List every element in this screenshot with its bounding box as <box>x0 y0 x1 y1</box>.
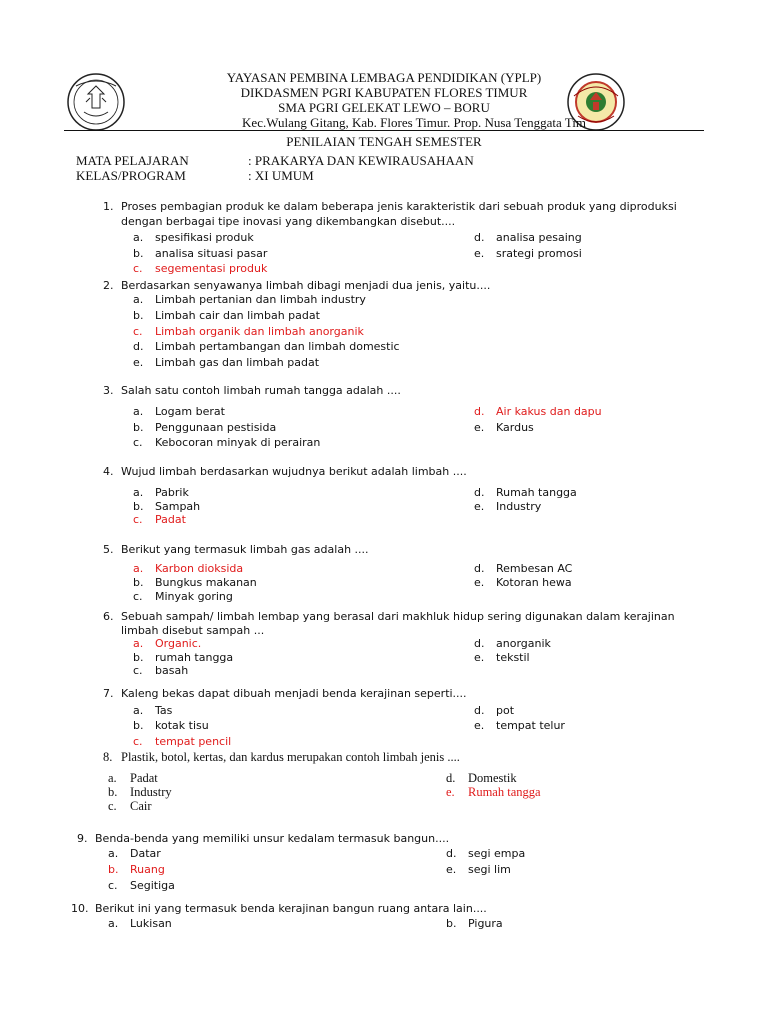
class-value: : XI UMUM <box>248 168 314 183</box>
option-text: segi lim <box>468 863 511 876</box>
header-divider <box>64 130 704 131</box>
option-e <box>474 500 541 513</box>
question-text: Wujud limbah berdasarkan wujudnya berikut adalah limbah .... <box>121 465 467 478</box>
option-text: Rembesan AC <box>496 562 573 575</box>
option-letter: e. <box>474 421 485 434</box>
option-text: Kardus <box>496 421 534 434</box>
option-letter: d. <box>133 340 144 353</box>
subject-value: : PRAKARYA DAN KEWIRAUSAHAAN <box>248 153 474 168</box>
option-b <box>446 917 503 930</box>
option-letter: a. <box>133 231 144 244</box>
option-text: anorganik <box>496 637 551 650</box>
option-letter: b. <box>133 500 144 513</box>
option-letter: a. <box>133 637 144 650</box>
option-text: Logam berat <box>155 405 225 418</box>
option-letter: e. <box>446 863 457 876</box>
option-b <box>133 309 320 322</box>
option-b <box>133 576 257 589</box>
option-letter: d. <box>446 847 457 860</box>
class-label: KELAS/PROGRAM <box>76 168 186 183</box>
option-text: Tas <box>155 704 173 717</box>
option-letter: e. <box>474 500 485 513</box>
option-c-answer <box>133 325 364 338</box>
question-text: Berikut yang termasuk limbah gas adalah .... <box>121 543 369 556</box>
option-letter: b. <box>108 863 119 876</box>
question-number: 10. <box>71 902 89 915</box>
option-a <box>133 293 366 306</box>
option-a <box>133 231 254 244</box>
option-d <box>474 704 514 717</box>
question-number: 2. <box>103 279 114 292</box>
option-text: Datar <box>130 847 161 860</box>
option-a <box>108 771 158 786</box>
option-text: Padat <box>130 771 158 785</box>
option-a <box>133 405 225 418</box>
question-number: 8. <box>103 750 113 764</box>
option-text: Limbah cair dan limbah padat <box>155 309 320 322</box>
question-text: Salah satu contoh limbah rumah tangga adalah .... <box>121 384 401 397</box>
option-c <box>133 664 188 677</box>
question-number: 7. <box>103 687 114 700</box>
option-text: tempat telur <box>496 719 565 732</box>
option-c <box>133 590 233 603</box>
option-text: Cair <box>130 799 152 813</box>
option-text: Organic. <box>155 637 202 650</box>
option-letter: e. <box>446 785 455 799</box>
school-name: SMA PGRI GELEKAT LEWO – BORU <box>278 100 490 115</box>
option-letter: a. <box>133 293 144 306</box>
option-letter: b. <box>133 421 144 434</box>
option-text: Limbah pertanian dan limbah industry <box>155 293 366 306</box>
question-text: Berdasarkan senyawanya limbah dibagi menjadi dua jenis, yaitu.... <box>121 279 491 292</box>
option-letter: d. <box>474 405 485 418</box>
option-text: Domestik <box>468 771 517 785</box>
option-letter: c. <box>108 879 118 892</box>
option-a <box>108 917 172 930</box>
option-text: Karbon dioksida <box>155 562 244 575</box>
option-letter: b. <box>133 309 144 322</box>
option-d <box>474 637 551 650</box>
option-text: Limbah organik dan limbah anorganik <box>155 325 364 338</box>
option-text: Padat <box>155 513 186 526</box>
option-b <box>133 500 200 513</box>
option-letter: e. <box>133 356 144 369</box>
option-a <box>133 486 189 499</box>
option-text: Industry <box>130 785 172 799</box>
option-letter: c. <box>133 262 143 275</box>
option-text: Ruang <box>130 863 165 876</box>
option-text: Kebocoran minyak di perairan <box>155 436 321 449</box>
option-text: Limbah gas dan limbah padat <box>155 356 320 369</box>
option-c <box>108 799 152 814</box>
option-letter: c. <box>133 735 143 748</box>
option-letter: d. <box>474 231 485 244</box>
option-letter: d. <box>474 562 485 575</box>
option-a <box>133 704 172 717</box>
option-letter: a. <box>133 486 144 499</box>
option-letter: a. <box>133 704 144 717</box>
question-number: 9. <box>77 832 88 845</box>
option-letter: c. <box>133 664 143 677</box>
option-d <box>474 231 582 244</box>
option-text: Limbah pertambangan dan limbah domestic <box>155 340 400 353</box>
option-e <box>474 247 582 260</box>
option-text: Bungkus makanan <box>155 576 257 589</box>
exam-title: PENILAIAN TENGAH SEMESTER <box>286 134 482 149</box>
option-b <box>133 247 267 260</box>
option-b-answer <box>108 863 165 876</box>
foundation-name: YAYASAN PEMBINA LEMBAGA PENDIDIKAN (YPLP) <box>226 70 542 85</box>
option-text: Minyak goring <box>155 590 233 603</box>
option-text: Rumah tangga <box>468 785 541 799</box>
question-text: Sebuah sampah/ limbah lembap yang berasal dari makhluk hidup sering digunakan dalam kerajinan <box>121 610 675 623</box>
option-e <box>474 421 534 434</box>
option-letter: a. <box>108 917 119 930</box>
question-text: Berikut ini yang termasuk benda kerajinan bangun ruang antara lain.... <box>95 902 487 915</box>
option-letter: e. <box>474 247 485 260</box>
option-c-answer <box>133 262 267 275</box>
option-text: Air kakus dan dapu <box>496 405 602 418</box>
option-letter: d. <box>474 637 485 650</box>
question-number: 3. <box>103 384 114 397</box>
option-b <box>133 421 276 434</box>
question-number: 1. <box>103 200 114 213</box>
option-letter: c. <box>133 590 143 603</box>
option-e <box>133 356 319 369</box>
option-text: Kotoran hewa <box>496 576 572 589</box>
option-text: Penggunaan pestisida <box>155 421 277 434</box>
option-d <box>474 486 577 499</box>
option-letter: b. <box>446 917 457 930</box>
option-letter: a. <box>108 847 119 860</box>
option-b <box>133 719 209 732</box>
option-letter: c. <box>133 513 143 526</box>
option-text: analisa situasi pasar <box>155 247 268 260</box>
option-a-answer <box>133 637 201 650</box>
option-letter: e. <box>474 576 485 589</box>
option-c <box>133 436 320 449</box>
option-letter: c. <box>133 325 143 338</box>
option-letter: b. <box>133 247 144 260</box>
option-text: srategi promosi <box>496 247 582 260</box>
department-name: DIKDASMEN PGRI KABUPATEN FLORES TIMUR <box>240 85 528 100</box>
option-c-answer <box>133 735 231 748</box>
option-text: spesifikasi produk <box>155 231 254 244</box>
question-number: 6. <box>103 610 114 623</box>
question-text: Benda-benda yang memiliki unsur kedalam termasuk bangun.... <box>95 832 450 845</box>
question-text: Plastik, botol, kertas, dan kardus merupakan contoh limbah jenis .... <box>121 750 460 764</box>
option-b <box>108 785 172 800</box>
question-number: 5. <box>103 543 114 556</box>
option-letter: b. <box>133 719 144 732</box>
option-letter: b. <box>133 576 144 589</box>
option-d-answer <box>474 405 602 418</box>
option-text: Segitiga <box>130 879 175 892</box>
option-letter: a. <box>108 771 117 785</box>
option-text: basah <box>155 664 189 677</box>
option-text: rumah tangga <box>155 651 234 664</box>
option-text: tekstil <box>496 651 530 664</box>
option-letter: e. <box>474 651 485 664</box>
option-letter: b. <box>108 785 118 799</box>
option-text: Pigura <box>468 917 503 930</box>
option-text: tempat pencil <box>155 735 232 748</box>
option-d <box>446 847 525 860</box>
option-letter: d. <box>446 771 456 785</box>
option-d <box>133 340 400 353</box>
option-c-answer <box>133 513 186 526</box>
option-text: Rumah tangga <box>496 486 577 499</box>
option-text: segi empa <box>468 847 526 860</box>
option-text: Sampah <box>155 500 201 513</box>
option-b <box>133 651 233 664</box>
option-letter: c. <box>108 799 117 813</box>
school-address: Kec.Wulang Gitang, Kab. Flores Timur. Prop. Nusa Tenggata Tim <box>242 115 586 130</box>
option-text: kotak tisu <box>155 719 209 732</box>
option-c <box>108 879 175 892</box>
subject-label: MATA PELAJARAN <box>76 153 189 168</box>
question-text: Kaleng bekas dapat dibuah menjadi benda kerajinan seperti.... <box>121 687 467 700</box>
option-text: Pabrik <box>155 486 189 499</box>
question-text: Proses pembagian produk ke dalam beberapa jenis karakteristik dari sebuah produk yang diproduksi <box>121 200 677 213</box>
option-d <box>446 771 517 786</box>
option-letter: d. <box>474 704 485 717</box>
option-letter: e. <box>474 719 485 732</box>
option-text: pot <box>496 704 515 717</box>
option-text: Lukisan <box>130 917 172 930</box>
option-e <box>446 863 511 876</box>
question-text-cont: limbah disebut sampah ... <box>121 624 265 637</box>
option-e <box>474 651 530 664</box>
question-text-cont: dengan berbagai tipe inovasi yang dikembangkan disebut.... <box>121 215 456 228</box>
option-d <box>474 562 572 575</box>
option-a <box>108 847 161 860</box>
option-letter: a. <box>133 562 144 575</box>
option-letter: a. <box>133 405 144 418</box>
option-text: segementasi produk <box>155 262 268 275</box>
option-a-answer <box>133 562 243 575</box>
option-e <box>474 719 565 732</box>
option-text: Industry <box>496 500 542 513</box>
option-e <box>474 576 572 589</box>
option-text: analisa pesaing <box>496 231 582 244</box>
question-number: 4. <box>103 465 114 478</box>
option-letter: d. <box>474 486 485 499</box>
option-letter: c. <box>133 436 143 449</box>
option-letter: b. <box>133 651 144 664</box>
option-e-answer <box>446 785 541 800</box>
